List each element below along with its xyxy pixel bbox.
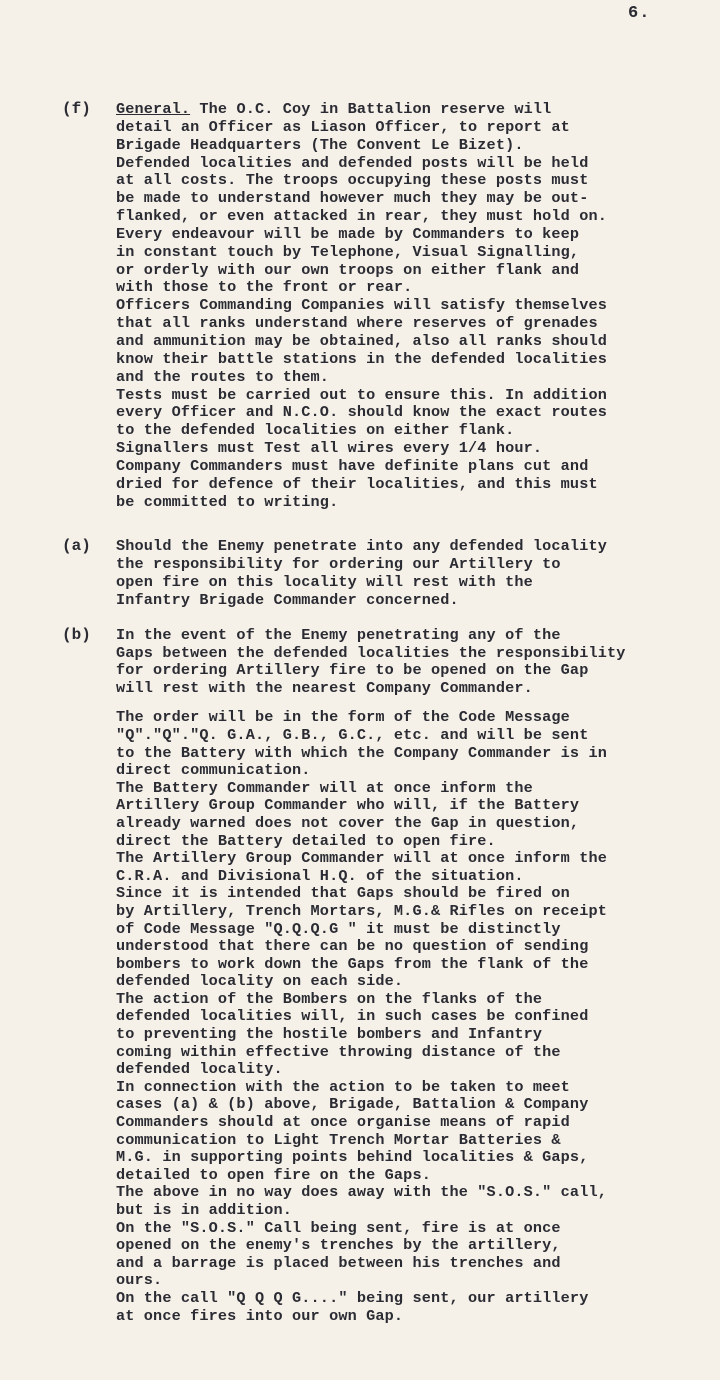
text-line: direct communication. (116, 761, 311, 780)
text-line: coming within effective throwing distance of the (116, 1042, 561, 1061)
text-line: know their battle stations in the defended localities (116, 349, 607, 368)
text-line: to preventing the hostile bombers and Infantry (116, 1025, 543, 1044)
text-line: C.R.A. and Divisional H.Q. of the situation. (116, 866, 524, 885)
text-line: defended localities will, in such cases be confined (116, 1007, 589, 1026)
text-line: and ammunition may be obtained, also all ranks should (116, 331, 607, 350)
text-line: In the event of the Enemy penetrating any of the (116, 626, 561, 644)
text-line: The above in no way does away with the "S.O.S." call, (116, 1183, 607, 1202)
text-line: Brigade Headquarters (The Convent Le Bizet). (116, 135, 524, 154)
text-line: cases (a) & (b) above, Brigade, Battalion & Company (116, 1095, 589, 1114)
text-line: M.G. in supporting points behind localities & Gaps, (116, 1148, 589, 1167)
text-line: The Artillery Group Commander will at once inform the (116, 849, 607, 868)
text-line: Company Commanders must have definite plans cut and (116, 456, 589, 475)
text-line: In connection with the action to be taken to meet (116, 1077, 570, 1096)
text-line: opened on the enemy's trenches by the artillery, (116, 1236, 561, 1255)
text-line: be committed to writing. (116, 492, 339, 511)
text-line: "Q"."Q"."Q. G.A., G.B., G.C., etc. and will be sent (116, 725, 589, 744)
section-heading: General. (116, 100, 191, 118)
text-line: Every endeavour will be made by Commanders to keep (116, 224, 580, 243)
text-line: defended locality on each side. (116, 972, 404, 991)
text-line: Gaps between the defended localities the responsibility (116, 643, 626, 662)
text-line: and the routes to them. (116, 367, 330, 386)
section-f-first-line-rest: The O.C. Coy in Battalion reserve will (190, 100, 552, 118)
section-f-body (116, 101, 716, 511)
text-line: Since it is intended that Gaps should be fired on (116, 884, 570, 903)
text-line: Officers Commanding Companies will satisfy themselves (116, 296, 607, 315)
text-line: Should the Enemy penetrate into any defended locality (116, 537, 607, 555)
text-line: of Code Message "Q.Q.Q.G " it must be distinctly (116, 919, 561, 938)
page-number: 6. (628, 4, 651, 23)
text-line: will rest with the nearest Company Commander. (116, 678, 533, 697)
text-line: for ordering Artillery fire to be opened on the Gap (116, 661, 589, 680)
text-line: and a barrage is placed between his trenches and (116, 1253, 561, 1272)
text-line: flanked, or even attacked in rear, they must hold on. (116, 207, 607, 226)
text-line: the responsibility for ordering our Artillery to (116, 554, 561, 573)
text-line: every Officer and N.C.O. should know the exact routes (116, 403, 607, 422)
text-line: direct the Battery detailed to open fire. (116, 831, 496, 850)
text-line: detailed to open fire on the Gaps. (116, 1165, 431, 1184)
text-line: that all ranks understand where reserves of grenades (116, 314, 598, 333)
text-line: dried for defence of their localities, and this must (116, 474, 598, 493)
section-f-first-line (116, 101, 716, 119)
text-line: Artillery Group Commander who will, if the Battery (116, 796, 580, 815)
text-line: ours. (116, 1271, 163, 1290)
section-marker-b: (b) (62, 626, 91, 644)
text-line: to the Battery with which the Company Commander is in (116, 743, 607, 762)
text-line: with those to the front or rear. (116, 278, 413, 297)
text-line: already warned does not cover the Gap in question, (116, 813, 580, 832)
text-line: Defended localities and defended posts will be held (116, 153, 589, 172)
text-line: in constant touch by Telephone, Visual Signalling, (116, 242, 580, 261)
section-marker-f: (f) (62, 100, 91, 118)
text-line: understood that there can be no question of sending (116, 937, 589, 956)
section-a-body (116, 538, 716, 609)
text-line: bombers to work down the Gaps from the flank of the (116, 954, 589, 973)
text-line: defended locality. (116, 1060, 283, 1079)
text-line: but is in addition. (116, 1201, 293, 1219)
text-line: at all costs. The troops occupying these posts must (116, 171, 589, 190)
text-line: open fire on this locality will rest with the (116, 572, 533, 591)
text-line: or orderly with our own troops on either flank and (116, 260, 580, 279)
text-line: be made to understand however much they may be out- (116, 189, 589, 208)
text-line: The Battery Commander will at once inform the (116, 778, 533, 797)
section-marker-a: (a) (62, 537, 91, 555)
text-line: Tests must be carried out to ensure this. In addition (116, 385, 607, 404)
text-line: Commanders should at once organise means of rapid (116, 1113, 570, 1132)
text-line: Signallers must Test all wires every 1/4 hour. (116, 439, 543, 458)
text-line: communication to Light Trench Mortar Batteries & (116, 1130, 561, 1149)
text-line: to the defended localities on either flank. (116, 421, 515, 440)
text-line: On the "S.O.S." Call being sent, fire is at once (116, 1218, 561, 1237)
text-line: detail an Officer as Liason Officer, to report at (116, 117, 570, 136)
text-line: The order will be in the form of the Code Message (116, 708, 570, 727)
text-line: The action of the Bombers on the flanks of the (116, 989, 543, 1008)
section-b-body (116, 627, 716, 1325)
text-line: by Artillery, Trench Mortars, M.G.& Rifles on receipt (116, 901, 607, 920)
text-line: On the call "Q Q Q G...." being sent, our artillery (116, 1288, 589, 1307)
text-line: at once fires into our own Gap. (116, 1306, 404, 1325)
text-line: Infantry Brigade Commander concerned. (116, 590, 459, 609)
